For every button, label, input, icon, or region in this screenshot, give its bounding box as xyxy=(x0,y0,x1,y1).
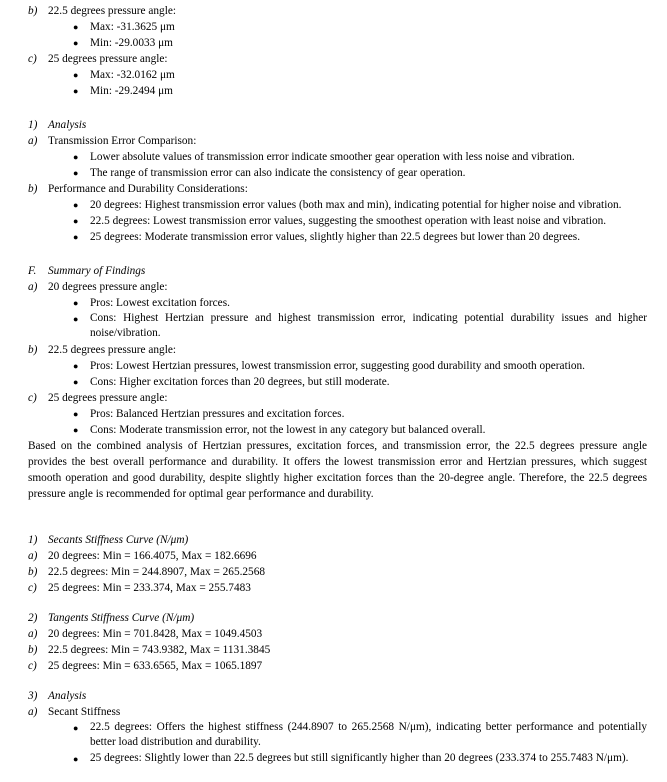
bullet-icon: ● xyxy=(73,232,79,242)
item-label: a) xyxy=(28,628,38,640)
bullet-item xyxy=(0,720,667,751)
list-item xyxy=(0,342,667,358)
item-label: b) xyxy=(28,183,38,195)
item-text: Transmission Error Comparison: xyxy=(48,135,197,147)
bullet-text: Lower absolute values of transmission error indicate smoother gear operation with less noise and vibration. xyxy=(90,151,575,163)
item-label: c) xyxy=(28,582,37,594)
item-label: b) xyxy=(28,566,38,578)
bullet-text: 22.5 degrees: Offers the highest stiffness (244.8907 to 265.2568 N/μm), indicating better performance and potentially better load distribution and durability. xyxy=(90,721,647,748)
bullet-text: The range of transmission error can also indicate the consistency of gear operation. xyxy=(90,167,466,179)
section-number: 1) xyxy=(28,119,38,131)
bullet-item xyxy=(0,311,667,342)
bullet-icon: ● xyxy=(73,425,79,435)
item-text: 22.5 degrees: Min = 244.8907, Max = 265.2568 xyxy=(48,566,266,578)
item-label: c) xyxy=(28,53,37,65)
bullet-item xyxy=(0,67,667,83)
section-heading xyxy=(0,688,667,704)
list-item xyxy=(0,642,667,658)
list-item xyxy=(0,181,667,197)
item-text: 25 degrees: Min = 233.374, Max = 255.7483 xyxy=(48,582,251,594)
item-label: b) xyxy=(28,344,38,356)
item-text: Secant Stiffness xyxy=(48,706,121,718)
list-item xyxy=(0,580,667,596)
list-item xyxy=(0,3,667,19)
bullet-icon: ● xyxy=(73,70,79,80)
section-heading xyxy=(0,263,667,279)
bullet-text: Min: -29.2494 μm xyxy=(90,85,173,97)
section-number: 3) xyxy=(28,690,38,702)
bullet-item xyxy=(0,19,667,35)
bullet-icon: ● xyxy=(73,723,79,733)
section-title: Tangents Stiffness Curve (N/μm) xyxy=(48,612,195,624)
bullet-item xyxy=(0,197,667,213)
bullet-icon: ● xyxy=(73,298,79,308)
bullet-item xyxy=(0,406,667,422)
bullet-item xyxy=(0,358,667,374)
section-title: Summary of Findings xyxy=(48,265,146,277)
bullet-text: Cons: Higher excitation forces than 20 degrees, but still moderate. xyxy=(90,376,390,388)
list-item xyxy=(0,51,667,67)
section-number: F. xyxy=(28,265,37,277)
bullet-text: Max: -32.0162 μm xyxy=(90,69,175,81)
item-label: a) xyxy=(28,135,38,147)
bullet-item xyxy=(0,374,667,390)
bullet-item xyxy=(0,165,667,181)
section-heading xyxy=(0,610,667,626)
list-item xyxy=(0,279,667,295)
item-label: a) xyxy=(28,550,38,562)
bullet-text: Min: -29.0033 μm xyxy=(90,37,173,49)
bullet-text: Pros: Lowest Hertzian pressures, lowest transmission error, suggesting good durability and smooth operation. xyxy=(90,360,585,372)
section-title: Analysis xyxy=(48,690,87,702)
conclusion-paragraph: Based on the combined analysis of Hertzian pressures, excitation forces, and transmission error, the 22.5 degrees pressure angle provides the best overall performance and durability. It offers the lowest transmission error and Hertzian pressures, which suggest smooth operation and good durability, despite slightly higher excitation forces than the 20-degree angle. Therefore, the 22.5 degrees pressure angle is recommended for optimal gear performance and durability. xyxy=(28,440,647,500)
bullet-icon: ● xyxy=(73,168,79,178)
bullet-icon: ● xyxy=(73,409,79,419)
bullet-icon: ● xyxy=(73,754,79,764)
item-text: 22.5 degrees: Min = 743.9382, Max = 1131.3845 xyxy=(48,644,271,656)
item-text: 22.5 degrees pressure angle: xyxy=(48,5,176,17)
item-text: 22.5 degrees pressure angle: xyxy=(48,344,176,356)
item-text: 25 degrees pressure angle: xyxy=(48,53,168,65)
item-text: Performance and Durability Considerations: xyxy=(48,183,248,195)
bullet-text: Cons: Highest Hertzian pressure and highest transmission error, indicating potential durability issues and higher noise/vibration. xyxy=(90,312,647,339)
item-text: 25 degrees pressure angle: xyxy=(48,392,168,404)
bullet-text: Max: -31.3625 μm xyxy=(90,21,175,33)
section-title: Secants Stiffness Curve (N/μm) xyxy=(48,534,189,546)
list-item xyxy=(0,548,667,564)
bullet-item xyxy=(0,83,667,99)
bullet-text: Pros: Lowest excitation forces. xyxy=(90,297,230,309)
item-label: b) xyxy=(28,644,38,656)
section-number: 2) xyxy=(28,612,38,624)
bullet-item xyxy=(0,149,667,165)
bullet-icon: ● xyxy=(73,377,79,387)
bullet-icon: ● xyxy=(73,38,79,48)
bullet-icon: ● xyxy=(73,152,79,162)
bullet-icon: ● xyxy=(73,200,79,210)
bullet-text: 20 degrees: Highest transmission error values (both max and min), indicating potential for higher noise and vibration. xyxy=(90,199,622,211)
bullet-item xyxy=(0,422,667,438)
bullet-item xyxy=(0,35,667,51)
item-text: 20 degrees pressure angle: xyxy=(48,281,168,293)
item-text: 20 degrees: Min = 701.8428, Max = 1049.4503 xyxy=(48,628,263,640)
section-heading xyxy=(0,117,667,133)
item-label: a) xyxy=(28,281,38,293)
item-label: b) xyxy=(28,5,38,17)
bullet-text: 22.5 degrees: Lowest transmission error values, suggesting the smoothest operation with least noise and vibration. xyxy=(90,215,607,227)
bullet-icon: ● xyxy=(73,22,79,32)
item-label: a) xyxy=(28,706,38,718)
bullet-item xyxy=(0,213,667,229)
section-heading xyxy=(0,532,667,548)
item-label: c) xyxy=(28,392,37,404)
bullet-icon: ● xyxy=(73,361,79,371)
list-item xyxy=(0,658,667,674)
section-number: 1) xyxy=(28,534,38,546)
bullet-item xyxy=(0,751,667,782)
bullet-icon: ● xyxy=(73,86,79,96)
bullet-icon: ● xyxy=(73,216,79,226)
item-label: c) xyxy=(28,660,37,672)
bullet-icon: ● xyxy=(73,314,79,324)
list-item xyxy=(0,133,667,149)
item-text: 25 degrees: Min = 633.6565, Max = 1065.1897 xyxy=(48,660,263,672)
bullet-text: Pros: Balanced Hertzian pressures and excitation forces. xyxy=(90,408,345,420)
bullet-text: Cons: Moderate transmission error, not the lowest in any category but balanced overall. xyxy=(90,424,486,436)
bullet-item xyxy=(0,229,667,245)
section-title: Analysis xyxy=(48,119,87,131)
list-item xyxy=(0,626,667,642)
item-text: 20 degrees: Min = 166.4075, Max = 182.6696 xyxy=(48,550,257,562)
list-item xyxy=(0,704,667,720)
list-item xyxy=(0,390,667,406)
bullet-text: 25 degrees: Slightly lower than 22.5 degrees but still significantly higher than 20 degrees (233.374 to 255.7483 N/μm). xyxy=(90,752,629,764)
bullet-item xyxy=(0,295,667,311)
bullet-text: 25 degrees: Moderate transmission error values, slightly higher than 22.5 degrees but lower than 20 degrees. xyxy=(90,231,581,243)
list-item xyxy=(0,564,667,580)
